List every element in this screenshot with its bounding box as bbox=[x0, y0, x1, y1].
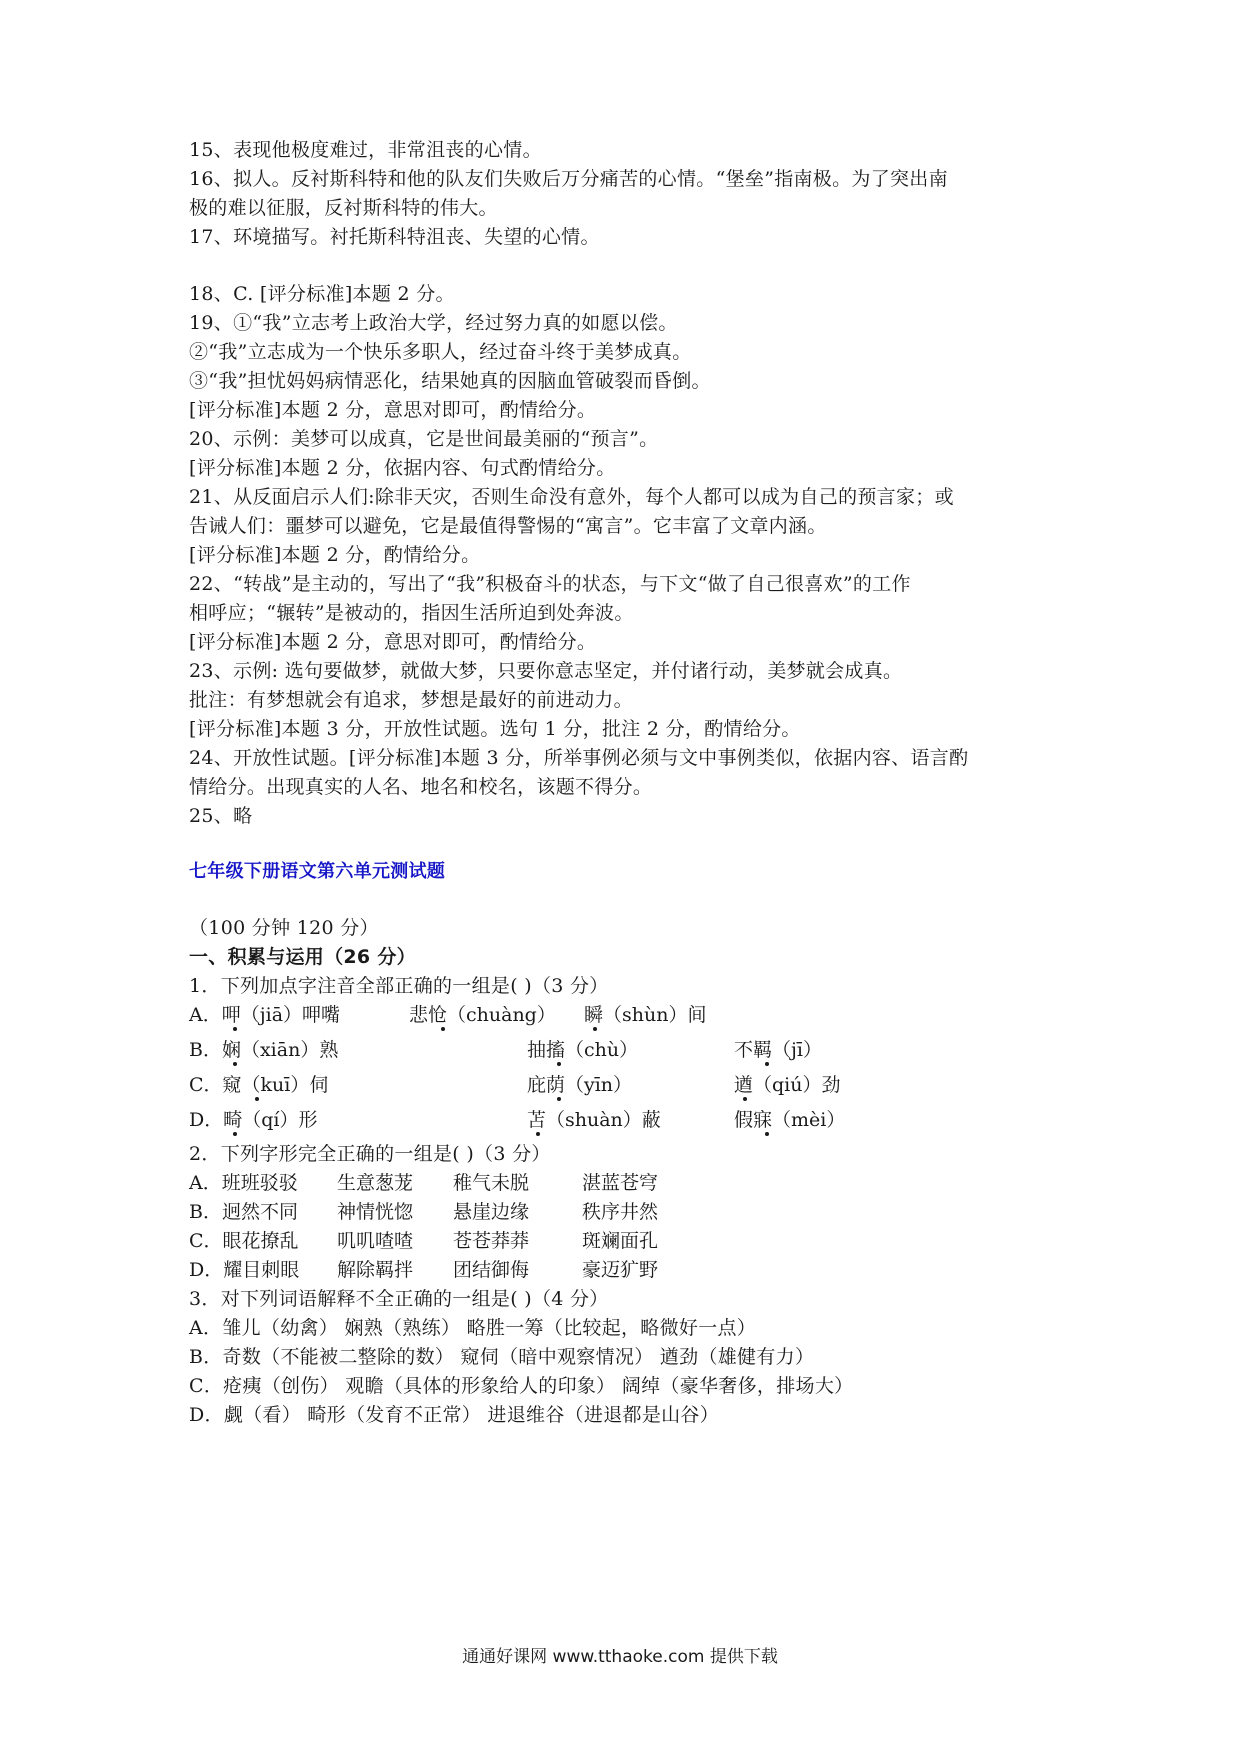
option-cell: C．窥（kuī）伺 bbox=[189, 1074, 329, 1096]
emphasis-dot bbox=[233, 1062, 237, 1066]
emphasis-dot bbox=[765, 1062, 769, 1066]
emphasis-dot bbox=[233, 1027, 237, 1031]
answer-line: 20、示例：美梦可以成真，它是世间最美丽的“预言”。 bbox=[189, 428, 659, 450]
answer-line: 22、“转战”是主动的，写出了“我”积极奋斗的状态，与下文“做了自己很喜欢”的工作 bbox=[189, 573, 911, 595]
answer-line: 批注：有梦想就会有追求，梦想是最好的前进动力。 bbox=[189, 689, 633, 711]
option-cell: D．畸（qí）形 bbox=[189, 1109, 318, 1131]
option-row bbox=[189, 1108, 1089, 1136]
option-cell: 瞬（shùn）间 bbox=[584, 1004, 707, 1026]
answer-line: [评分标准]本题 2 分，依据内容、句式酌情给分。 bbox=[189, 457, 616, 479]
option-cell: 不羁（jī） bbox=[734, 1039, 822, 1061]
answer-line: 极的难以征服，反衬斯科特的伟大。 bbox=[189, 197, 498, 219]
option-cell: 豪迈犷野 bbox=[582, 1259, 659, 1281]
answer-line: 15、表现他极度难过，非常沮丧的心情。 bbox=[189, 139, 542, 161]
option-row bbox=[189, 1258, 1089, 1286]
option-cell: 湛蓝苍穹 bbox=[582, 1172, 659, 1194]
option-cell: 抽搐（chù） bbox=[527, 1039, 639, 1061]
answer-line: 17、环境描写。衬托斯科特沮丧、失望的心情。 bbox=[189, 226, 600, 248]
option-cell: B．娴（xiān）熟 bbox=[189, 1039, 339, 1061]
answer-line: ③“我”担忧妈妈病情恶化，结果她真的因脑血管破裂而昏倒。 bbox=[189, 370, 711, 392]
option-cell: D．耀目刺眼 bbox=[189, 1259, 300, 1281]
option-cell: B．迥然不同 bbox=[189, 1201, 298, 1223]
option-cell: 团结御侮 bbox=[453, 1259, 530, 1281]
emphasis-dot bbox=[536, 1132, 540, 1136]
emphasis-dot bbox=[765, 1132, 769, 1136]
option-cell: A．班班驳驳 bbox=[189, 1172, 298, 1194]
option-cell: 生意葱茏 bbox=[337, 1172, 414, 1194]
emphasis-dot bbox=[593, 1027, 597, 1031]
option-cell: 稚气未脱 bbox=[453, 1172, 530, 1194]
emphasis-dot bbox=[441, 1027, 445, 1031]
option-line: A．雏儿（幼禽） 娴熟（熟练） 略胜一筹（比较起，略微好一点） bbox=[189, 1317, 757, 1339]
option-row bbox=[189, 1200, 1089, 1228]
question-stem: 1．下列加点字注音全部正确的一组是( )（3 分） bbox=[189, 975, 609, 997]
option-cell: 庇荫（yīn） bbox=[527, 1074, 633, 1096]
option-cell: 遒（qiú）劲 bbox=[734, 1074, 841, 1096]
answer-line: 21、从反面启示人们:除非天灾，否则生命没有意外，每个人都可以成为自己的预言家；或 bbox=[189, 486, 954, 508]
question-stem: 3．对下列词语解释不全正确的一组是( )（4 分） bbox=[189, 1288, 609, 1310]
answer-line: [评分标准]本题 2 分，酌情给分。 bbox=[189, 544, 481, 566]
option-row bbox=[189, 1003, 1089, 1031]
answer-line: 相呼应；“辗转”是被动的，指因生活所迫到处奔波。 bbox=[189, 602, 634, 624]
test-title: 七年级下册语文第六单元测试题 bbox=[189, 861, 446, 882]
answer-line: 19、①“我”立志考上政治大学，经过努力真的如愿以偿。 bbox=[189, 312, 678, 334]
answer-line: 告诫人们：噩梦可以避免，它是最值得警惕的“寓言”。它丰富了文章内涵。 bbox=[189, 515, 827, 537]
answer-line: [评分标准]本题 2 分，意思对即可，酌情给分。 bbox=[189, 631, 597, 653]
option-line: D．觑（看） 畸形（发育不正常） 进退维谷（进退都是山谷） bbox=[189, 1404, 720, 1426]
option-row bbox=[189, 1038, 1089, 1066]
answer-line: [评分标准]本题 2 分，意思对即可，酌情给分。 bbox=[189, 399, 597, 421]
answer-line: 23、示例: 选句要做梦，就做大梦，只要你意志坚定，并付诸行动，美梦就会成真。 bbox=[189, 660, 903, 682]
option-line: C．疮痍（创伤） 观瞻（具体的形象给人的印象） 阔绰（豪华奢侈，排场大） bbox=[189, 1375, 854, 1397]
answer-line: 18、C. [评分标准]本题 2 分。 bbox=[189, 283, 455, 305]
option-cell: 悲怆（chuàng） bbox=[409, 1004, 556, 1026]
answer-line: 16、拟人。反衬斯科特和他的队友们失败后万分痛苦的心情。“堡垒”指南极。为了突出南 bbox=[189, 168, 948, 190]
section-heading: 一、积累与运用（26 分） bbox=[189, 946, 416, 968]
option-row bbox=[189, 1073, 1089, 1101]
option-line: B．奇数（不能被二整除的数） 窥伺（暗中观察情况） 遒劲（雄健有力） bbox=[189, 1346, 815, 1368]
answer-line: 24、开放性试题。[评分标准]本题 3 分，所举事例必须与文中事例类似，依据内容、语言酌 bbox=[189, 747, 969, 769]
emphasis-dot bbox=[557, 1062, 561, 1066]
option-cell: 秩序井然 bbox=[582, 1201, 659, 1223]
option-row bbox=[189, 1171, 1089, 1199]
option-cell: 神情恍惚 bbox=[337, 1201, 414, 1223]
option-cell: 悬崖边缘 bbox=[453, 1201, 530, 1223]
option-cell: A．呷（jiā）呷嘴 bbox=[189, 1004, 341, 1026]
answer-line: [评分标准]本题 3 分，开放性试题。选句 1 分，批注 2 分，酌情给分。 bbox=[189, 718, 801, 740]
emphasis-dot bbox=[255, 1097, 259, 1101]
option-cell: 苫（shuàn）蔽 bbox=[527, 1109, 661, 1131]
answer-line: ②“我”立志成为一个快乐多职人，经过奋斗终于美梦成真。 bbox=[189, 341, 692, 363]
option-cell: 苍苍莽莽 bbox=[453, 1230, 530, 1252]
emphasis-dot bbox=[743, 1097, 747, 1101]
test-duration: （100 分钟 120 分） bbox=[189, 917, 379, 939]
option-cell: 假寐（mèi） bbox=[734, 1109, 846, 1131]
option-cell: 解除羁拌 bbox=[337, 1259, 414, 1281]
option-cell: 斑斓面孔 bbox=[582, 1230, 659, 1252]
option-cell: 叽叽喳喳 bbox=[337, 1230, 414, 1252]
question-stem: 2．下列字形完全正确的一组是( )（3 分） bbox=[189, 1143, 551, 1165]
answer-line: 情给分。出现真实的人名、地名和校名，该题不得分。 bbox=[189, 776, 653, 798]
option-cell: C．眼花撩乱 bbox=[189, 1230, 299, 1252]
option-row bbox=[189, 1229, 1089, 1257]
page-footer: 通通好课网 www.tthaoke.com 提供下载 bbox=[462, 1647, 778, 1667]
answer-line: 25、略 bbox=[189, 805, 253, 827]
emphasis-dot bbox=[233, 1132, 237, 1136]
emphasis-dot bbox=[557, 1097, 561, 1101]
